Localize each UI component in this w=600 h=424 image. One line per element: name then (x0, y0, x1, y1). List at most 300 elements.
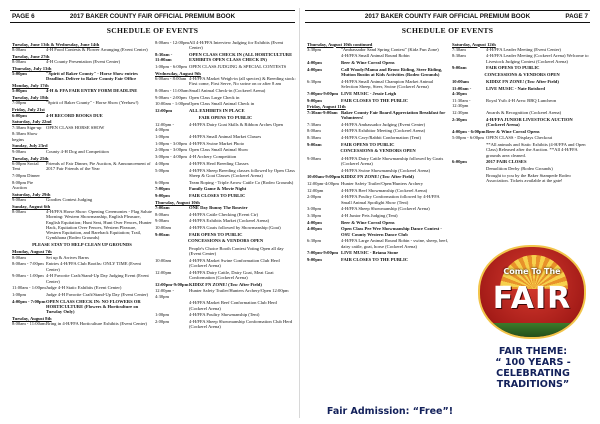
schedule-entry (155, 232, 296, 237)
entry-time: 10:00am - 1:00pm (155, 101, 189, 107)
entry-description: 4-H/FFA Leader Meeting (Event Center) (486, 46, 561, 52)
entry-time: 7:30am (452, 46, 466, 52)
schedule-entry (155, 288, 296, 299)
entry-description: 4-H/FFA Swine Showmanship (Cockerel Arena) (341, 167, 430, 173)
entry-time: 4:00pm (307, 219, 322, 225)
entry-time: 8:30am (307, 134, 321, 140)
entry-description: 4-H/FFA Sheep Showmanship (Cockerel Arena) (341, 206, 430, 212)
schedule-entry (307, 257, 449, 262)
schedule-entry (155, 312, 296, 317)
entry-time: 4:00pm (307, 60, 322, 66)
schedule-announcement: FAIR OPENS TO PUBLIC (198, 114, 253, 120)
schedule-entry (155, 270, 296, 281)
schedule-entry (12, 125, 152, 130)
schedule-entry (452, 159, 592, 164)
entry-description: Set up & Arrives Barns (46, 254, 89, 260)
entry-description: FAIR OPENS TO PUBLIC (486, 65, 540, 71)
entry-description: Open Class Large Check in (189, 94, 240, 100)
schedule-day-heading: Saturday, July 22nd (12, 119, 52, 125)
entry-description: ONE Day Bunny The Bouvier (189, 204, 248, 210)
entry-description: FAIR CLOSES TO PUBLIC (189, 192, 246, 198)
schedule-entry (452, 142, 592, 158)
schedule-column-3 (307, 40, 449, 264)
schedule-entry (155, 141, 296, 146)
entry-description: Entries 4-H/FFA Club Booths: ONLY TIME (Event Center) (46, 261, 141, 272)
schedule-day-heading: Saturday, July 29th (12, 191, 51, 197)
schedule-entry (12, 292, 152, 297)
entry-description: 4-H/FFA Goats followed by Showmanship (Goat) (189, 225, 281, 231)
entry-description: ALL EXHIBITS IN PLACE (189, 108, 245, 114)
schedule-entry (12, 180, 152, 191)
schedule-entry (12, 113, 152, 118)
schedule-entry (155, 282, 296, 287)
schedule-entry (155, 218, 296, 223)
entry-description: 4-H/FFA Small Animal Champion Market Animal Selection Sheep, Steer, Swine (Cockerel Arena) (341, 78, 434, 90)
entry-time: 8:30am - 11:00am (155, 51, 173, 63)
entry-time: 11:30am - 12:30pm (452, 98, 471, 109)
schedule-day-heading: Saturday, August 12th (452, 41, 496, 47)
entry-description: 4-H/FFA Dairy Cattle, Dairy Goat, Meat Goat Conformation (Cockerel Arena) (189, 269, 274, 280)
right-schedule-title: SCHEDULE OF EVENTS (401, 26, 494, 35)
entry-time: 12:30pm (452, 110, 469, 116)
entry-description: FAIR OPENS TO PUBLIC (189, 231, 243, 237)
left-page-header (10, 10, 295, 23)
entry-time: 5:00pm (12, 70, 27, 76)
entry-time: 7:30am Sign-up (12, 124, 42, 130)
entry-time: 5:00pm - 6:00pm (452, 135, 484, 141)
entry-time: 9:00am (155, 218, 169, 224)
entry-description: KIDDZ FN ZONE! (Tow After Field) (341, 174, 414, 180)
come-to-the-fair-logo (478, 245, 586, 339)
entry-description: 4-H/FFA Sheep Breeding classes followed by Open Class Sheep & Goat Classes (Cockerel Arena) (189, 167, 295, 178)
entry-time (307, 168, 341, 173)
entry-time: 4:00pm (307, 66, 322, 72)
entry-description: 4-H/FFA Dairy Cattle Showmanship followed by Goats (Cockerel Arena) (341, 155, 444, 166)
entry-description: 4-H/FFA JUNIOR LIVESTOCK AUCTION (Cockerel Arena) (486, 116, 573, 128)
schedule-entry (12, 299, 152, 315)
schedule-entry (307, 188, 449, 193)
schedule-entry (307, 206, 449, 211)
entry-description: 4-H/FFA Poultry Showmanship (Tent) (189, 312, 260, 318)
entry-description: 4-H/FFA Ambassador Judging (Event Center) (341, 121, 426, 127)
schedule-entry (12, 273, 152, 284)
entry-description: FAIR OPENS TO PUBLIC (341, 141, 395, 147)
entry-time: 7:00pm (12, 100, 27, 106)
schedule-entry (12, 88, 152, 93)
schedule-entry (452, 98, 592, 109)
schedule-announcement: CONCESSIONS & VENDORS OPEN (484, 72, 560, 78)
entry-description: 4-H Food Contests & Flower Arranging (Event Center) (46, 46, 148, 52)
entry-description: 4-H/FFA Swine Market Photo (189, 140, 245, 146)
entry-time: 9:00am - 2:00pm (155, 94, 187, 100)
entry-time: 8:00am (12, 254, 26, 260)
entry-description: 4-H & FFA FAIR ENTRY FORM DEADLINE (46, 88, 138, 94)
entry-time: 4:00pm - 7:00pm (12, 298, 46, 304)
schedule-announcement: CONCESSIONS & VENDORS OPEN (187, 238, 264, 244)
entry-time: 6:00pm (155, 179, 170, 185)
schedule-entry (307, 168, 449, 173)
schedule-entry (307, 110, 449, 121)
schedule-entry (155, 193, 296, 198)
entry-time: 8:00am (12, 208, 26, 214)
schedule-entry (155, 95, 296, 100)
schedule-entry (155, 64, 296, 69)
entry-time: 10:00am (452, 79, 469, 85)
entry-time (155, 246, 189, 257)
schedule-day-heading: Thursday, August 10th continued (307, 41, 373, 47)
entry-time: 1:00pm (12, 292, 27, 298)
theme-line-2: “ 100 YEARS - (495, 357, 571, 368)
entry-time (452, 142, 486, 158)
entry-time: 4:00pm (155, 160, 170, 166)
entry-description: 4-H/FFA Small Animal Market Classes (189, 134, 262, 140)
schedule-entry (307, 98, 449, 103)
entry-description: OPEN CLASS CHECK IN (ALL HORTICULTURE EXHIBITS OPEN CLASS CHECK IN) (189, 51, 293, 63)
entry-description: 4-H Favorite Craft/Stand-Up Day Judging Event (Event Center) (46, 273, 149, 284)
entry-time (155, 300, 189, 311)
entry-description: 4-H/FFA Exhibitor Meeting (Cockerel Arena) (341, 128, 426, 134)
schedule-entry (307, 156, 449, 167)
entry-time: 7:00pm (155, 186, 170, 192)
schedule-entry (12, 321, 152, 326)
entry-time: 12:00pm-4:00pm (307, 181, 339, 186)
entry-time: 9:00pm (155, 192, 170, 198)
schedule-day-heading: Friday, August 11th (307, 104, 346, 110)
entry-time: 3:00pm (307, 206, 322, 212)
schedule-entry (155, 134, 296, 139)
entry-description (46, 131, 152, 142)
entry-time: 9:00pm (307, 97, 322, 103)
schedule-entry (452, 110, 592, 115)
schedule-entry (155, 180, 296, 185)
entry-time: 4:00pm (307, 226, 322, 232)
entry-time: 8:30am Show begins (12, 131, 38, 142)
schedule-day-heading: Monday, August 7th (12, 249, 52, 255)
schedule-entry (307, 238, 449, 249)
entry-time: 9:00am (12, 196, 26, 202)
schedule-entry (12, 197, 152, 202)
schedule-entry (155, 168, 296, 179)
entry-description: Hunter Safety Trailer/Open/Hunters Archery (341, 181, 424, 186)
entry-time: 5:00pm (155, 167, 170, 173)
schedule-entry (452, 53, 592, 64)
schedule-entry (12, 149, 152, 154)
entry-description: Call Woody/Mama and Bronc Riding, Steer Riding, Mutton Bustin at Kids Activities (Rodeo Grounds) (341, 66, 443, 78)
left-page-number: PAGE 6 (12, 13, 35, 20)
entry-description: 4-H/FFA Large Animal Round Robin - swine, sheep, beef, dairy cattle, goat, horse (Cockerel Arena) (341, 238, 449, 249)
entry-time: 1:00pm (155, 134, 170, 140)
schedule-entry (155, 76, 296, 87)
schedule-entry (307, 47, 449, 52)
entry-description: 4-H/FFA Herd Breeding Classes (189, 160, 249, 166)
theme-line-1: FAIR THEME: (498, 346, 568, 357)
entry-time: 9:00am (452, 65, 467, 71)
schedule-entry (452, 86, 592, 97)
entry-time: 1:00pm - 3:00pm (155, 140, 187, 146)
schedule-entry (452, 129, 592, 134)
fair-theme (474, 346, 592, 390)
entry-description: "Spirit of Baker County" - Horse Show entries Deadline. Deliver to Baker County Fair Office (46, 70, 138, 82)
entry-time: 8:00am - 12:00pm (155, 40, 189, 45)
schedule-entry (12, 209, 152, 241)
entry-description: 4-H/FFA Cavy/Rabbit Conformation (Tent) (341, 134, 421, 140)
schedule-entry (155, 212, 296, 217)
entry-time: 9:00pm (307, 257, 322, 263)
entry-description: 4-H/FFA Beef Showmanship (Cockerel Arena) (341, 187, 428, 193)
entry-description: 4-H/FFA Cattle Checking (Event Ctr) (189, 211, 259, 217)
entry-description: Open Class Small Animal Check in (189, 101, 255, 107)
entry-description: LIVE MUSIC - Jessie Leigh (341, 90, 397, 96)
entry-description: OPEN CLASS CHECK IN: NO FLOWERS OR HORTICULTURE (Flowers & Horticulture on Tuesday Only) (46, 298, 141, 315)
entry-description: Royal Ysib 4-H Area: BBQ Luncheon (486, 98, 557, 104)
schedule-entry (155, 154, 296, 159)
theme-line-4: TRADITIONS” (496, 379, 570, 390)
schedule-entry (12, 255, 152, 260)
logo-fair-text: FAIR (492, 281, 572, 316)
schedule-column-2 (155, 40, 296, 331)
schedule-entry (155, 108, 296, 113)
entry-description: Small Animal Check-in (Cockerel Arena) (189, 88, 266, 94)
entry-time: 3:30pm (307, 213, 322, 219)
schedule-entry (452, 79, 592, 84)
schedule-day-heading: Sunday, August 6th (12, 203, 51, 209)
schedule-entry (155, 186, 296, 191)
schedule-entry (452, 173, 592, 184)
right-page-header (305, 10, 590, 23)
schedule-entry (307, 174, 449, 179)
entry-description: 2017 FAIR CLOSES (486, 159, 527, 165)
schedule-entry (307, 194, 449, 205)
entry-description: Judge 4-H Static Exhibits (Event Center) (46, 285, 122, 291)
schedule-entry (307, 181, 449, 186)
schedule-entry (307, 53, 449, 58)
schedule-entry (307, 250, 449, 255)
left-page-title: 2017 BAKER COUNTY FAIR OFFICIAL PREMIUM BOOK (69, 13, 236, 20)
entry-time: 1:00pm (155, 312, 170, 318)
entry-time: 3:30pm (307, 46, 322, 52)
entry-time: 7:00pm Dinner (12, 172, 40, 178)
schedule-day-heading: Wednesday, August 9th (155, 70, 201, 76)
entry-description: FAIR CLOSES TO THE PUBLIC (341, 257, 409, 263)
entry-description: Demolition Derby (Rodeo Grounds) (486, 166, 553, 172)
entry-description: Team Roping - Triple Arrow Cattle Co (Rodeo Grounds) (189, 179, 294, 185)
entry-description: Bring in 4-H/FFA Horticulture Exhibits (Event Center) (46, 321, 147, 327)
entry-time: 10:00am-9:00pm (307, 174, 341, 180)
entry-time (452, 173, 486, 184)
entry-time: 12:00pm (155, 269, 172, 275)
entry-time: 4:00pm - 6:00pm (452, 128, 486, 134)
entry-description: LIVE MUSIC - Briana Stone (341, 250, 399, 256)
schedule-day-heading: Monday, July 17th (12, 83, 49, 89)
entry-time: 2:30pm (452, 116, 467, 122)
entry-description: Baker County Fair Board Appreciation Breakfast for Volunteers! (341, 109, 446, 120)
theme-line-3: CELEBRATING (496, 368, 570, 379)
entry-time: 7:00am (155, 204, 170, 210)
entry-description: 4-H/FFA Exhibits Market (Cockerel Arena) (189, 218, 270, 224)
entry-time (307, 53, 341, 58)
entry-description: KIDDZ FN ZONE! (Tow After Field) (486, 79, 559, 85)
entry-time: 8:00pm Pie Auction (12, 179, 34, 190)
entry-time: 11:00am - 1:00pm (12, 285, 46, 291)
entry-time: 11:00am - 4:30pm (452, 86, 472, 97)
entry-time: 7:30am (307, 121, 321, 127)
entry-time: 8:00am (307, 128, 321, 134)
schedule-day-heading: Tuesday, August 8th (12, 316, 52, 322)
schedule-entry (307, 128, 449, 133)
entry-description: 4-H/FFA Horse Show: Opening Ceremonies - Flag Salute Morning: Western Showmanship, English Pleasure, English Equitation; Hunt Seat, Hunt Over Fences, Hunter Hack, Equitation Over Fences, Western Pleasure, Western Equitation, and Bareback Equitation; Trail, Gymkhana (Rodeo Grounds) (46, 208, 152, 241)
entry-time: 8:00am - 11:00am (12, 321, 46, 327)
schedule-day-heading: Tuesday, June 27th (12, 53, 50, 59)
schedule-entry (155, 101, 296, 106)
entry-description: Hunter Safety Trailer/Hunters Archery/Open 12:00pm (189, 288, 289, 294)
schedule-entry (155, 52, 296, 63)
entry-time: 6:00pm Social Tent (12, 160, 39, 172)
entry-description: OPEN CLASS - Displays Checkout (486, 135, 553, 141)
entry-description: OPEN CLASS HORSE SHOW (46, 124, 105, 130)
entry-time: 2:00pm (155, 319, 170, 324)
entry-description (46, 180, 152, 191)
schedule-entry (307, 213, 449, 218)
schedule-entry (12, 285, 152, 290)
entry-time: 12:00pm-9:00pm (155, 281, 189, 287)
entry-description: County 4-H Dog and Competition (46, 148, 109, 154)
schedule-entry (12, 173, 152, 178)
schedule-day-heading: Thursday, July 13th (12, 65, 52, 71)
schedule-entry (307, 67, 449, 78)
schedule-announcement: CONCESSIONS & VENDORS OPEN (340, 148, 416, 154)
schedule-entry (12, 47, 152, 52)
entry-description: FAIR CLOSES TO THE PUBLIC (341, 97, 409, 103)
entry-description: Beer & Wine Corral Opens (341, 219, 395, 225)
schedule-entry (155, 258, 296, 269)
entry-description: 4-H/FFA Leader Meeting (Cockerel Arena) Welcome to Livestock Judging Contest (Cockerel Arena) (486, 53, 589, 64)
schedule-entry (155, 205, 296, 210)
schedule-day-heading: Tuesday, July 25th (12, 155, 49, 161)
schedule-entry (12, 71, 152, 82)
entry-time: 3:00pm - 4:00pm (155, 154, 187, 160)
entry-time: 8:00am (12, 58, 26, 64)
logo-come-text: Come To The (503, 267, 561, 276)
entry-time: 7:00pm-9:00pm (307, 90, 339, 96)
entry-description: 4-H/FFA Dairy Goat Skills & Ribbon Arches Open (189, 122, 283, 128)
fair-admission: Fair Admission: “Free”! (326, 406, 454, 417)
entry-time: 9:00am (307, 141, 322, 147)
entry-time: 8:30am (452, 53, 466, 59)
entry-time: 2:00pm - 3:00pm (155, 147, 187, 153)
entry-time: 10:00am (155, 257, 172, 263)
entry-time: 7:00pm-9:00pm (307, 250, 339, 256)
entry-time: 9:00am - 1:00pm (12, 273, 44, 279)
entry-time: 9:00am (12, 148, 26, 154)
entry-description: Open Class Small Animal Show (189, 147, 249, 153)
schedule-day-heading: Sunday, July 23rd (12, 143, 48, 149)
right-page-number: PAGE 7 (565, 13, 588, 20)
entry-description: OPEN CLASS JUDGING & SPECIAL CONTESTS (189, 63, 287, 69)
entry-description: Goodies Contest Judging (46, 196, 93, 202)
entry-time: 8:00am - 7:00pm (12, 261, 44, 267)
entry-description: **All animals and Static Exhibits (4-H/FFA and Open Class) Released after the Auction. **All 4-H/FFA grounds area cleaned. (486, 142, 586, 158)
entry-time: 6:00am - 8:00am (155, 76, 187, 82)
entry-description: 4-H Junior Pets Judging (Tent) (341, 213, 398, 219)
entry-description: Beer & Wine Corral Opens (341, 60, 395, 66)
schedule-entry (155, 246, 296, 257)
schedule-entry (307, 79, 449, 90)
entry-time: 12:00pm - 4:00pm (155, 122, 175, 133)
entry-time: 10:00am (155, 225, 172, 231)
entry-description: 4-H Archery Competition (189, 154, 237, 160)
schedule-entry (307, 60, 449, 65)
schedule-entry (155, 319, 296, 330)
entry-time: 6:00pm (12, 112, 27, 118)
entry-time: 12:00pm (155, 108, 173, 114)
logo-ground-graphic (480, 323, 584, 337)
entry-description: Friends of Fair Dinner, Pie Auction, & Announcement of 2017 Fair Friends of the Year (46, 160, 151, 172)
entry-time: 6:30pm (307, 238, 322, 244)
schedule-entry (307, 122, 449, 127)
entry-description: 4-H/FFA Poultry Conformation followed by 4-H/FFA Small Animal Spotlight Show (Tent) (341, 194, 440, 205)
entry-description: "Ambassador Sand Spring Contest" (Kidz Fun Zone) (341, 46, 439, 52)
entry-description: 4-H County Presentation (Event Center) (46, 58, 120, 64)
schedule-entry (155, 147, 296, 152)
schedule-entry (452, 135, 592, 140)
schedule-entry (155, 122, 296, 133)
schedule-entry (452, 117, 592, 128)
entry-description: 4-H RECORD BOOKS DUE (46, 112, 103, 118)
schedule-day-heading: Thursday, August 10th (155, 199, 200, 205)
entry-time: 2:00pm (307, 194, 322, 200)
schedule-entry (12, 59, 152, 64)
entry-time: 6:00pm (452, 159, 467, 165)
entry-description: Open Class Pee Wee Showmanship Dance Contest - OSU County Western Dance Club (341, 226, 442, 237)
entry-time: 8:00am (155, 211, 169, 217)
schedule-entry (307, 142, 449, 147)
schedule-entry (307, 135, 449, 140)
entry-time: 1:00pm - 6:00pm (155, 63, 187, 69)
entry-description: All 4-H/FFA Interview Judging for Exhibits (Event Center) (189, 40, 284, 51)
entry-description: LIVE MUSIC - Nate Botsford (486, 86, 545, 92)
entry-description: Awards & Recognition (Cockerel Arena) (486, 110, 562, 116)
schedule-entry (307, 220, 449, 225)
entry-description: Family Game & Movie Night (189, 186, 247, 192)
entry-description: People's Choice Booth Contest Voting Open all day (Event Center) (189, 245, 284, 256)
entry-description: 4-H/FFA Small Animal Round Robin (341, 53, 410, 59)
entry-time: 12:00pm (307, 187, 324, 193)
entry-time: 7:30am-9:00am (307, 109, 338, 115)
schedule-entry (12, 161, 152, 172)
entry-time: 8:00am - 11:00am (155, 88, 189, 94)
schedule-announcement: PLEASE STAY TO HELP CLEAN UP GROUNDS (32, 242, 132, 248)
schedule-entry (12, 100, 152, 105)
entry-description (46, 173, 152, 178)
entry-time: 9:00am (307, 155, 321, 161)
schedule-entry (155, 225, 296, 230)
schedule-entry (452, 47, 592, 52)
schedule-entry (452, 166, 592, 171)
schedule-day-heading: Friday, July 21st (12, 107, 45, 113)
schedule-entry (155, 40, 296, 51)
schedule-entry (307, 91, 449, 96)
schedule-entry (12, 131, 152, 142)
entry-description: KIDDZ FN ZONE! (Tow After Field) (189, 281, 262, 287)
entry-time: 6:30pm (307, 78, 322, 84)
right-page-title: 2017 BAKER COUNTY FAIR OFFICIAL PREMIUM BOOK (364, 13, 531, 20)
entry-description: 4-H/FFA Sheep Showmanship Conformation Club Herd (Cockerel Arena) (189, 319, 293, 330)
entry-time (452, 166, 486, 171)
page-gutter (299, 8, 300, 418)
entry-description: "Spirit of Baker County" - Horse Show (Yeehaw!) (46, 100, 139, 106)
entry-description: Beer & Wine Corral Opens (486, 128, 540, 134)
entry-time: 5:00pm (12, 88, 27, 94)
